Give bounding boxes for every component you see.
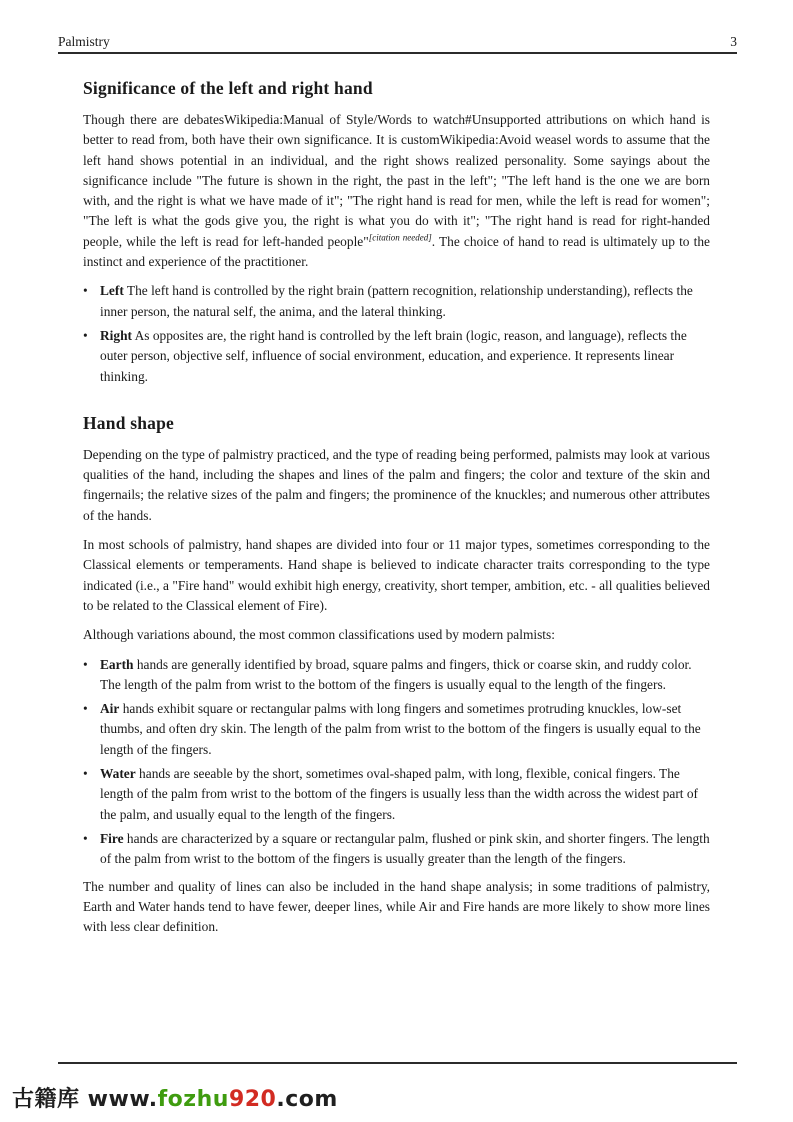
term-earth: Earth bbox=[100, 656, 134, 672]
page-content bbox=[83, 78, 710, 946]
term-fire-description: hands are characterized by a square or rectangular palm, flushed or pink skin, and shorter fingers. The length of the palm from wrist to the bottom of the fingers is usually greater than the length of the fingers. bbox=[100, 830, 710, 867]
watermark-logo bbox=[12, 1082, 338, 1113]
page-number: 3 bbox=[730, 34, 737, 49]
list-item-right-hand bbox=[83, 326, 710, 387]
section-heading-hand-shape: Hand shape bbox=[83, 412, 174, 433]
hand-shape-closing-paragraph: The number and quality of lines can also be included in the hand shape analysis; in some traditions of palmistry, Earth and Water hands tend to have fewer, deeper lines, while Air and Fire hands are more likely to show more lines with less clear definition. bbox=[83, 878, 710, 935]
watermark-www-text: www. bbox=[79, 1087, 158, 1112]
term-earth-description: hands are generally identified by broad, square palms and fingers, thick or coarse skin, and ruddy color. The length of the palm from wrist to the bottom of the fingers is usually equal to the length of the fingers. bbox=[100, 656, 692, 692]
list-item-air-hands bbox=[83, 699, 710, 760]
term-air: Air bbox=[100, 701, 120, 717]
running-title: Palmistry bbox=[58, 34, 110, 49]
list-item-text bbox=[100, 699, 710, 760]
bullet-icon: • bbox=[83, 830, 88, 846]
bullet-icon: • bbox=[83, 283, 88, 299]
list-item-fire-hands bbox=[83, 829, 710, 870]
watermark-tld-text: .com bbox=[276, 1087, 338, 1112]
footer-divider bbox=[58, 1062, 737, 1064]
citation-needed-superscript: [citation needed] bbox=[368, 232, 432, 243]
watermark-cjk-text: 古籍库 bbox=[12, 1087, 80, 1112]
term-fire: Fire bbox=[100, 830, 124, 846]
term-right: Right bbox=[100, 327, 132, 343]
intro-paragraph bbox=[83, 110, 710, 272]
watermark-domain-red: 920 bbox=[228, 1087, 277, 1112]
bullet-icon: • bbox=[83, 327, 88, 343]
list-item-text bbox=[100, 326, 710, 387]
list-item-text bbox=[100, 281, 710, 322]
list-item-text bbox=[100, 829, 710, 870]
intro-text-after-citation: . The choice of hand to read is ultimately up to the instinct and experience of the practitioner. bbox=[83, 233, 710, 270]
hand-shape-paragraph-3: Although variations abound, the most common classifications used by modern palmists: bbox=[83, 627, 555, 643]
hand-shape-paragraph-1: Depending on the type of palmistry practiced, and the type of reading being performed, palmists may look at various qualities of the hand, including the shapes and lines of the palm and fingers; the color and texture of the skin and fingernails; the relative sizes of the palm and fingers; the prominence of the knuckles; and numerous other attributes of the hands. bbox=[83, 446, 710, 523]
bullet-icon: • bbox=[83, 656, 88, 672]
list-item-left-hand bbox=[83, 281, 710, 322]
section-heading-significance: Significance of the left and right hand bbox=[83, 78, 373, 98]
list-item-text bbox=[100, 764, 710, 825]
term-water: Water bbox=[100, 766, 136, 782]
bullet-icon: • bbox=[83, 701, 88, 717]
term-left: Left bbox=[100, 283, 124, 299]
list-item-text bbox=[100, 655, 710, 696]
term-air-description: hands exhibit square or rectangular palms with long fingers and sometimes protruding knuckles, low-set thumbs, and often dry skin. The length of the palm from wrist to the bottom of the fingers is usually equal to the length of the fingers. bbox=[100, 701, 701, 757]
watermark-domain-green: fozhu bbox=[157, 1087, 229, 1112]
hand-significance-list bbox=[83, 281, 710, 386]
intro-text-before-citation: Though there are debatesWikipedia:Manual of Style/Words to watch#Unsupported attributions on which hand is better to read from, both have their own significance. It is customWikipedia:Avoid weasel words to assume that the left hand shows potential in an individual, and the right shows realized personality. Some sayings about the significance include "The future is shown in the right, the past in the left"; "The left hand is the one we are born with, and the right is what we have made of it"; "The right hand is read for men, while the left is read for women"; "The left is what the gods give you, the right is what you do with it"; "The right hand is read for right-handed people, while the left is read for left-handed people" bbox=[83, 112, 710, 249]
list-item-earth-hands bbox=[83, 655, 710, 696]
term-water-description: hands are seeable by the short, sometimes oval-shaped palm, with long, flexible, conical fingers. The length of the palm from wrist to the bottom of the fingers is usually less than the width across the widest part of the palm, and usually equal to the length of the fingers. bbox=[100, 766, 699, 822]
hand-shape-paragraph-2: In most schools of palmistry, hand shapes are divided into four or 11 major types, sometimes corresponding to the Classical elements or temperaments. Hand shape is believed to indicate character traits corresponding to the type indicated (i.e., a "Fire hand" would exhibit high energy, creativity, short temper, ambition, etc. - all qualities believed to be related to the Classical element of Fire). bbox=[83, 537, 710, 613]
page-header bbox=[58, 34, 737, 54]
bullet-icon: • bbox=[83, 766, 88, 782]
term-right-description: As opposites are, the right hand is controlled by the left brain (logic, reason, and language), reflects the outer person, objective self, influence of social environment, education, and experience. It represents linear thinking. bbox=[100, 327, 687, 384]
list-item-water-hands bbox=[83, 764, 710, 825]
hand-types-list bbox=[83, 655, 710, 870]
term-left-description: The left hand is controlled by the right brain (pattern recognition, relationship understanding), reflects the inner person, the natural self, the anima, and the lateral thinking. bbox=[100, 283, 693, 319]
